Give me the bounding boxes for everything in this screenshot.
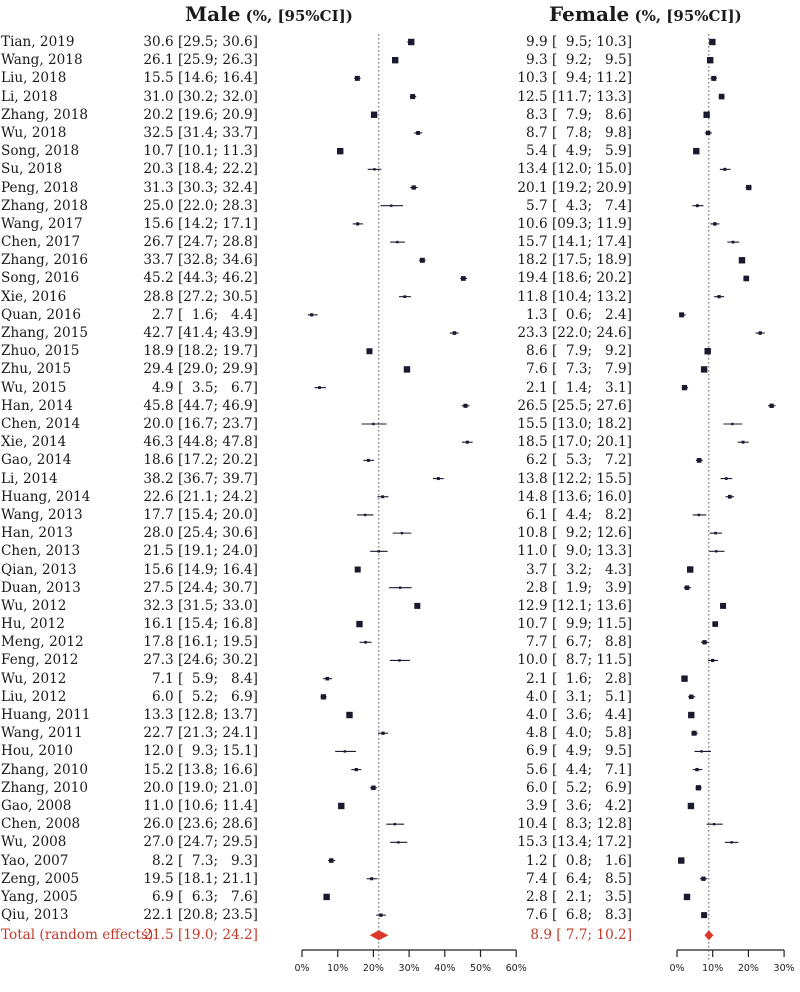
female-estimate-ci: 8.6 [ 7.9; 9.2] — [526, 343, 632, 360]
female-point-estimate — [707, 57, 713, 63]
study-label: Xie, 2016 — [1, 288, 67, 305]
study-label: Li, 2014 — [1, 470, 58, 487]
male-estimate-ci: 15.5 [14.6; 16.4] — [143, 70, 258, 87]
male-point-estimate — [372, 423, 374, 425]
male-point-estimate — [414, 603, 420, 609]
female-point-estimate — [696, 204, 699, 207]
female-estimate-ci: 4.8 [ 4.0; 5.8] — [526, 725, 632, 742]
female-estimate-ci: 2.8 [ 1.9; 3.9] — [526, 579, 632, 596]
female-point-estimate — [731, 423, 733, 425]
male-estimate-ci: 27.5 [24.4; 30.7] — [143, 579, 258, 596]
female-estimate-ci: 10.7 [ 9.9; 11.5] — [517, 616, 632, 633]
male-point-estimate — [321, 694, 326, 699]
male-point-estimate — [337, 148, 343, 154]
study-label: Zhang, 2010 — [1, 761, 88, 778]
male-point-estimate — [378, 550, 380, 552]
female-point-estimate — [685, 585, 690, 590]
male-estimate-ci: 19.5 [18.1; 21.1] — [143, 870, 258, 887]
female-estimate-ci: 18.5 [17.0; 20.1] — [517, 434, 632, 451]
study-label: Song, 2018 — [1, 143, 80, 160]
female-point-estimate — [706, 131, 711, 136]
male-point-estimate — [396, 241, 398, 243]
study-label: Chen, 2008 — [1, 816, 81, 833]
male-point-estimate — [329, 858, 334, 863]
study-label: Wang, 2018 — [1, 52, 83, 69]
male-point-estimate — [463, 404, 467, 408]
female-estimate-ci: 5.6 [ 4.4; 7.1] — [526, 761, 632, 778]
male-estimate-ci: 21.5 [19.1; 24.0] — [143, 543, 258, 560]
study-label: Zhang, 2016 — [1, 252, 88, 269]
female-point-estimate — [701, 912, 707, 918]
female-estimate-ci: 7.4 [ 6.4; 8.5] — [526, 870, 632, 887]
study-label: Li, 2018 — [1, 88, 58, 105]
female-point-estimate — [701, 877, 705, 881]
male-estimate-ci: 15.6 [14.9; 16.4] — [143, 561, 258, 578]
female-axis-tick-label: 20% — [737, 963, 759, 974]
study-label: Liu, 2018 — [1, 70, 67, 87]
male-estimate-ci: 27.3 [24.6; 30.2] — [143, 652, 258, 669]
male-estimate-ci: 31.3 [30.3; 32.4] — [143, 179, 258, 196]
male-point-estimate — [364, 641, 367, 644]
male-estimate-ci: 11.0 [10.6; 11.4] — [143, 797, 258, 814]
male-estimate-ci: 27.0 [24.7; 29.5] — [143, 834, 258, 851]
female-point-estimate — [687, 566, 693, 572]
female-point-estimate — [700, 750, 702, 752]
female-estimate-ci: 9.9 [ 9.5; 10.3] — [526, 34, 632, 50]
female-point-estimate — [743, 276, 749, 282]
female-estimate-ci: 10.6 [09.3; 11.9] — [517, 215, 632, 232]
male-point-estimate — [437, 477, 440, 480]
male-estimate-ci: 18.6 [17.2; 20.2] — [143, 452, 258, 469]
male-estimate-ci: 30.6 [29.5; 30.6] — [143, 34, 258, 50]
male-estimate-ci: 28.8 [27.2; 30.5] — [143, 288, 258, 305]
male-estimate-ci: 17.7 [15.4; 20.0] — [143, 506, 258, 523]
female-estimate-ci: 5.7 [ 4.3; 7.4] — [526, 197, 632, 214]
male-point-estimate — [398, 659, 400, 661]
male-estimate-ci: 25.0 [22.0; 28.3] — [143, 197, 258, 214]
male-axis-tick-label: 50% — [469, 963, 492, 974]
male-axis-tick-label: 20% — [362, 963, 384, 974]
female-estimate-ci: 13.4 [12.0; 15.0] — [517, 161, 632, 178]
study-label: Quan, 2016 — [1, 306, 81, 323]
female-estimate-ci: 8.3 [ 7.9; 8.6] — [526, 106, 632, 123]
female-estimate-ci: 23.3 [22.0; 24.6] — [517, 325, 632, 342]
study-label: Tian, 2019 — [1, 34, 75, 50]
male-estimate-ci: 15.6 [14.2; 17.1] — [143, 215, 258, 232]
study-label: Wang, 2011 — [1, 725, 83, 742]
study-label: Su, 2018 — [1, 161, 63, 178]
female-point-estimate — [711, 76, 716, 81]
female-estimate-ci: 14.8 [13.6; 16.0] — [517, 488, 632, 505]
female-point-estimate — [682, 385, 687, 390]
male-estimate-ci: 2.7 [ 1.6; 4.4] — [152, 306, 258, 323]
male-estimate-ci: 20.3 [18.4; 22.2] — [143, 161, 258, 178]
male-estimate-ci: 22.6 [21.1; 24.2] — [143, 488, 258, 505]
male-point-estimate — [344, 750, 346, 752]
female-estimate-ci: 12.9 [12.1; 13.6] — [517, 597, 632, 614]
male-point-estimate — [371, 786, 376, 791]
study-label: Zhuo, 2015 — [1, 343, 80, 360]
study-label: Han, 2014 — [1, 397, 73, 414]
female-estimate-ci: 2.1 [ 1.4; 3.1] — [526, 379, 632, 396]
male-estimate-ci: 10.7 [10.1; 11.3] — [143, 143, 258, 160]
study-label: Hou, 2010 — [1, 743, 74, 760]
male-pooled-diamond — [370, 930, 389, 940]
male-estimate-ci: 13.3 [12.8; 13.7] — [143, 707, 258, 724]
study-label: Wang, 2017 — [1, 215, 83, 232]
male-point-estimate — [338, 803, 344, 809]
female-point-estimate — [688, 803, 694, 809]
study-label: Hu, 2012 — [1, 616, 65, 633]
male-estimate-ci: 6.0 [ 5.2; 6.9] — [152, 688, 258, 705]
female-estimate-ci: 5.4 [ 4.9; 5.9] — [526, 143, 632, 160]
female-axis-tick-label: 30% — [773, 963, 795, 974]
female-estimate-ci: 19.4 [18.6; 20.2] — [517, 270, 632, 287]
male-estimate-ci: 20.2 [19.6; 20.9] — [143, 106, 258, 123]
male-point-estimate — [410, 94, 415, 99]
male-point-estimate — [367, 459, 370, 462]
female-estimate-ci: 9.3 [ 9.2; 9.5] — [526, 52, 632, 69]
male-point-estimate — [412, 185, 416, 189]
female-estimate-ci: 3.9 [ 3.6; 4.2] — [526, 797, 632, 814]
male-point-estimate — [392, 57, 398, 63]
male-axis-tick-label: 0% — [294, 963, 310, 974]
study-label: Duan, 2013 — [1, 579, 81, 596]
female-point-estimate — [711, 659, 714, 662]
female-point-estimate — [732, 241, 735, 244]
female-point-estimate — [758, 331, 761, 334]
female-point-estimate — [746, 185, 751, 190]
female-point-estimate — [715, 550, 717, 552]
female-point-estimate — [689, 695, 694, 700]
male-estimate-ci: 31.0 [30.2; 32.0] — [143, 88, 258, 105]
female-point-estimate — [688, 712, 694, 718]
male-estimate-ci: 22.7 [21.3; 24.1] — [143, 725, 258, 742]
male-point-estimate — [371, 112, 377, 118]
male-estimate-ci: 26.7 [24.7; 28.8] — [143, 234, 258, 251]
female-point-estimate — [719, 94, 725, 100]
female-estimate-ci: 4.0 [ 3.1; 5.1] — [526, 688, 632, 705]
female-point-estimate — [679, 312, 684, 317]
female-estimate-ci: 18.2 [17.5; 18.9] — [517, 252, 632, 269]
female-estimate-ci: 1.2 [ 0.8; 1.6] — [526, 852, 632, 869]
female-estimate-ci: 1.3 [ 0.6; 2.4] — [526, 306, 632, 323]
male-axis-tick-label: 60% — [505, 963, 527, 974]
male-estimate-ci: 26.0 [23.6; 28.6] — [143, 816, 258, 833]
male-point-estimate — [453, 331, 457, 335]
female-point-estimate — [725, 477, 728, 480]
male-estimate-ci: 42.7 [41.4; 43.9] — [143, 325, 258, 342]
male-point-estimate — [356, 222, 359, 225]
female-point-estimate — [742, 441, 745, 444]
study-label: Qiu, 2013 — [1, 907, 69, 924]
male-point-estimate — [381, 495, 384, 498]
female-estimate-ci: 15.5 [13.0; 18.2] — [517, 415, 632, 432]
female-estimate-ci: 15.3 [13.4; 17.2] — [517, 834, 632, 851]
female-estimate-ci: 6.1 [ 4.4; 8.2] — [526, 506, 632, 523]
female-estimate-ci: 13.8 [12.2; 15.5] — [517, 470, 632, 487]
female-estimate-ci: 20.1 [19.2; 20.9] — [517, 179, 632, 196]
female-point-estimate — [692, 731, 697, 736]
male-estimate-ci: 7.1 [ 5.9; 8.4] — [152, 670, 258, 687]
study-label: Zeng, 2005 — [1, 870, 80, 887]
female-point-estimate — [709, 39, 715, 45]
male-estimate-ci: 22.1 [20.8; 23.5] — [143, 907, 258, 924]
male-point-estimate — [397, 841, 399, 843]
male-point-estimate — [461, 276, 466, 281]
female-point-estimate — [723, 168, 726, 171]
male-estimate-ci: 6.9 [ 6.3; 7.6] — [152, 888, 258, 905]
male-title-text: Male — [185, 2, 241, 26]
female-estimate-ci: 7.7 [ 6.7; 8.8] — [526, 634, 632, 651]
male-point-estimate — [310, 313, 313, 316]
female-point-estimate — [693, 148, 699, 154]
male-point-estimate — [394, 823, 396, 825]
male-axis-tick-label: 30% — [398, 963, 420, 974]
study-label: Zhang, 2010 — [1, 779, 88, 796]
female-point-estimate — [684, 894, 690, 900]
female-estimate-ci: 3.7 [ 3.2; 4.3] — [526, 561, 632, 578]
female-estimate-ci: 6.2 [ 5.3; 7.2] — [526, 452, 632, 469]
male-estimate-ci: 18.9 [18.2; 19.7] — [143, 343, 258, 360]
male-axis-tick-label: 10% — [327, 963, 349, 974]
study-label: Wu, 2015 — [1, 379, 67, 396]
male-point-estimate — [390, 205, 392, 207]
female-estimate-ci: 10.8 [ 9.2; 12.6] — [517, 525, 632, 542]
study-label: Xie, 2014 — [1, 434, 67, 451]
male-point-estimate — [355, 768, 358, 771]
male-estimate-ci: 4.9 [ 3.5; 6.7] — [152, 379, 258, 396]
male-estimate-ci: 45.2 [44.3; 46.2] — [143, 270, 258, 287]
female-axis-tick-label: 0% — [669, 963, 685, 974]
study-label: Huang, 2014 — [1, 488, 91, 505]
female-point-estimate — [696, 785, 701, 790]
male-estimate-ci: 26.1 [25.9; 26.3] — [143, 52, 258, 69]
female-point-estimate — [712, 621, 718, 627]
study-label: Wang, 2013 — [1, 506, 83, 523]
male-point-estimate — [399, 587, 401, 589]
female-estimate-ci: 12.5 [11.7; 13.3] — [517, 88, 632, 105]
study-label: Feng, 2012 — [1, 652, 79, 669]
male-estimate-ci: 15.2 [13.8; 16.6] — [143, 761, 258, 778]
male-point-estimate — [318, 386, 321, 389]
female-point-estimate — [769, 404, 773, 408]
male-estimate-ci: 20.0 [19.0; 21.0] — [143, 779, 258, 796]
study-label: Qian, 2013 — [1, 561, 77, 578]
female-title-subtitle: (%, [95%CI]) — [629, 7, 742, 25]
male-axis-tick-label: 40% — [434, 963, 456, 974]
female-estimate-ci: 26.5 [25.5; 27.6] — [517, 397, 632, 414]
study-label: Han, 2013 — [1, 525, 73, 542]
female-estimate-ci: 2.8 [ 2.1; 3.5] — [526, 888, 632, 905]
male-point-estimate — [323, 894, 329, 900]
study-label: Chen, 2017 — [1, 234, 81, 251]
male-estimate-ci: 29.4 [29.0; 29.9] — [143, 361, 258, 378]
female-estimate-ci: 2.1 [ 1.6; 2.8] — [526, 670, 632, 687]
study-label: Liu, 2012 — [1, 688, 67, 705]
male-point-estimate — [404, 366, 410, 372]
study-label: Wu, 2012 — [1, 597, 67, 614]
male-point-estimate — [373, 168, 375, 170]
female-point-estimate — [697, 458, 702, 463]
male-estimate-ci: 16.1 [15.4; 16.8] — [143, 616, 258, 633]
female-point-estimate — [739, 257, 745, 263]
male-estimate-ci: 17.8 [16.1; 19.5] — [143, 634, 258, 651]
female-estimate-ci: 7.6 [ 7.3; 7.9] — [526, 361, 632, 378]
male-title-subtitle: (%, [95%CI]) — [240, 7, 353, 25]
male-point-estimate — [416, 131, 420, 135]
study-label: Chen, 2014 — [1, 415, 81, 432]
male-point-estimate — [326, 677, 330, 681]
female-point-estimate — [713, 222, 716, 225]
study-label: Peng, 2018 — [1, 179, 79, 196]
female-estimate-ci: 6.9 [ 4.9; 9.5] — [526, 743, 632, 760]
male-point-estimate — [370, 877, 373, 880]
male-estimate-ci: 33.7 [32.8; 34.6] — [143, 252, 258, 269]
male-point-estimate — [408, 39, 414, 45]
female-estimate-ci: 10.4 [ 8.3; 12.8] — [517, 816, 632, 833]
male-estimate-ci: 38.2 [36.7; 39.7] — [143, 470, 258, 487]
study-label: Zhang, 2015 — [1, 325, 88, 342]
male-point-estimate — [366, 348, 372, 354]
study-label: Meng, 2012 — [1, 634, 84, 651]
female-point-estimate — [705, 348, 711, 354]
male-total-estimate: 21.5 [19.0; 24.2] — [143, 927, 258, 944]
male-point-estimate — [379, 913, 382, 916]
study-label: Song, 2016 — [1, 270, 80, 287]
male-point-estimate — [420, 258, 425, 263]
female-point-estimate — [698, 514, 700, 516]
study-label: Huang, 2011 — [1, 707, 91, 724]
study-label: Wu, 2008 — [1, 834, 67, 851]
male-point-estimate — [355, 76, 360, 81]
female-axis-tick-label: 10% — [702, 963, 724, 974]
male-estimate-ci: 12.0 [ 9.3; 15.1] — [143, 743, 258, 760]
study-label: Wu, 2012 — [1, 670, 67, 687]
male-estimate-ci: 28.0 [25.4; 30.6] — [143, 525, 258, 542]
male-estimate-ci: 32.3 [31.5; 33.0] — [143, 597, 258, 614]
male-estimate-ci: 8.2 [ 7.3; 9.3] — [152, 852, 258, 869]
study-label: Zhang, 2018 — [1, 197, 88, 214]
female-point-estimate — [678, 857, 684, 863]
male-point-estimate — [356, 621, 362, 627]
study-label: Zhu, 2015 — [1, 361, 72, 378]
female-point-estimate — [713, 823, 715, 825]
female-estimate-ci: 11.0 [ 9.0; 13.3] — [517, 543, 632, 560]
study-label: Gao, 2008 — [1, 797, 72, 814]
female-estimate-ci: 8.7 [ 7.8; 9.8] — [526, 124, 632, 141]
female-total-estimate: 8.9 [ 7.7; 10.2] — [530, 927, 632, 944]
female-point-estimate — [701, 366, 707, 372]
female-point-estimate — [681, 675, 687, 681]
female-point-estimate — [702, 640, 706, 644]
study-label: Gao, 2014 — [1, 452, 72, 469]
female-point-estimate — [720, 603, 726, 609]
female-estimate-ci: 10.3 [ 9.4; 11.2] — [517, 70, 632, 87]
male-point-estimate — [355, 567, 361, 573]
male-point-estimate — [401, 532, 403, 534]
male-point-estimate — [346, 712, 352, 718]
female-estimate-ci: 15.7 [14.1; 17.4] — [517, 234, 632, 251]
study-label: Zhang, 2018 — [1, 106, 88, 123]
female-point-estimate — [714, 532, 717, 535]
study-label: Yao, 2007 — [1, 852, 69, 869]
female-pooled-diamond — [704, 930, 713, 940]
female-title-text: Female — [549, 2, 630, 26]
female-estimate-ci: 11.8 [10.4; 13.2] — [517, 288, 632, 305]
female-estimate-ci: 6.0 [ 5.2; 6.9] — [526, 779, 632, 796]
male-estimate-ci: 20.0 [16.7; 23.7] — [143, 415, 258, 432]
female-point-estimate — [730, 841, 732, 843]
female-estimate-ci: 10.0 [ 8.7; 11.5] — [517, 652, 632, 669]
female-point-estimate — [728, 495, 732, 499]
total-random-effects-label: Total (random effects) — [1, 927, 154, 944]
female-estimate-ci: 7.6 [ 6.8; 8.3] — [526, 907, 632, 924]
female-estimate-ci: 4.0 [ 3.6; 4.4] — [526, 707, 632, 724]
study-label: Wu, 2018 — [1, 124, 67, 141]
male-estimate-ci: 45.8 [44.7; 46.9] — [143, 397, 258, 414]
male-estimate-ci: 32.5 [31.4; 33.7] — [143, 124, 258, 141]
study-label: Chen, 2013 — [1, 543, 81, 560]
female-point-estimate — [703, 112, 709, 118]
female-point-estimate — [695, 768, 698, 771]
female-point-estimate — [718, 295, 721, 298]
male-estimate-ci: 46.3 [44.8; 47.8] — [143, 434, 258, 451]
male-point-estimate — [403, 295, 406, 298]
study-label: Yang, 2005 — [1, 888, 78, 905]
male-point-estimate — [364, 514, 366, 516]
male-point-estimate — [466, 441, 469, 444]
male-point-estimate — [381, 732, 384, 735]
